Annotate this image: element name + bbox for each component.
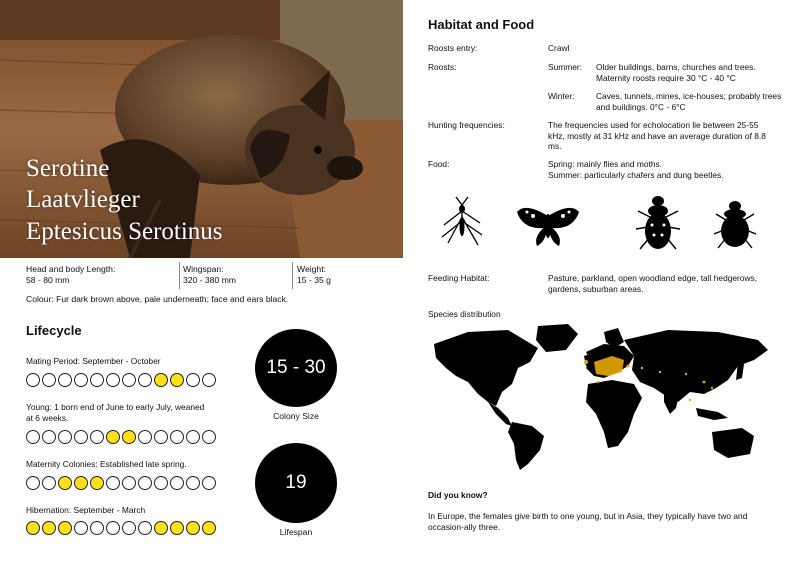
mating-label: Mating Period: September - October <box>26 356 161 366</box>
winter-label: Winter: <box>548 91 575 101</box>
month-dot <box>186 373 200 387</box>
month-dot-active <box>106 430 120 444</box>
common-name: Serotine <box>26 155 110 182</box>
month-dot-active <box>170 521 184 535</box>
month-dot <box>138 430 152 444</box>
month-dot-active <box>90 476 104 490</box>
month-dot-active <box>58 521 72 535</box>
month-dot <box>106 373 120 387</box>
species-distribution-map <box>428 322 772 472</box>
roosts-entry-label: Roosts entry: <box>428 43 478 53</box>
lifecycle-title: Lifecycle <box>26 323 82 338</box>
chafer-icon <box>636 193 680 253</box>
month-dot <box>90 430 104 444</box>
month-dot <box>122 521 136 535</box>
young-calendar <box>26 430 216 444</box>
lifespan-value: 19 <box>285 472 307 493</box>
colony-size-badge <box>255 329 337 407</box>
feeding-label: Feeding Habitat: <box>428 273 490 283</box>
month-dot <box>138 521 152 535</box>
month-dot-active <box>122 430 136 444</box>
month-dot <box>90 521 104 535</box>
young-label: Young: 1 born end of June to early July, weaned at 6 weeks. <box>26 402 205 423</box>
did-you-know-text: In Europe, the females give birth to one young, but in Asia, they typically have two and occasion-ally three. <box>428 511 748 532</box>
month-dot <box>106 476 120 490</box>
did-you-know-label: Did you know? <box>428 490 488 500</box>
month-dot-active <box>74 476 88 490</box>
moth-icon <box>515 202 581 248</box>
weight-label: Weight: <box>297 264 326 274</box>
mating-calendar <box>26 373 216 387</box>
roosts-entry-value: Crawl <box>548 43 570 53</box>
divider <box>179 262 180 289</box>
colony-size-label: Colony Size <box>273 411 319 421</box>
crane-fly-icon <box>440 195 484 251</box>
month-dot <box>202 476 216 490</box>
month-dot <box>26 430 40 444</box>
maternity-calendar <box>26 476 216 490</box>
month-dot <box>170 476 184 490</box>
feeding-text: Pasture, parkland, open woodland edge, tall hedgerows, gardens, suburban areas. <box>548 273 758 294</box>
month-dot-active <box>202 521 216 535</box>
maternity-label: Maternity Colonies: Established late spring. <box>26 459 187 469</box>
bat-photo <box>0 0 403 258</box>
hibernation-label: Hibernation: September - March <box>26 505 146 515</box>
month-dot <box>138 476 152 490</box>
body-length-label: Head and body Length: <box>26 264 116 274</box>
month-dot <box>26 373 40 387</box>
month-dot-active <box>58 476 72 490</box>
lifespan-label: Lifespan <box>279 527 313 537</box>
colour-text: Colour: Fur dark brown above, pale underneath; face and ears black. <box>26 294 289 304</box>
hunting-label: Hunting frequencies: <box>428 120 505 130</box>
hibernation-calendar <box>26 521 216 535</box>
month-dot <box>154 430 168 444</box>
lifespan-badge <box>255 443 337 523</box>
month-dot <box>154 476 168 490</box>
body-length-value: 58 - 80 mm <box>26 275 70 285</box>
month-dot-active <box>42 521 56 535</box>
month-dot <box>186 430 200 444</box>
dutch-name: Laatvlieger <box>26 186 140 213</box>
colony-size-value: 15 - 30 <box>266 357 326 378</box>
month-dot <box>26 476 40 490</box>
month-dot-active <box>186 521 200 535</box>
month-dot <box>74 430 88 444</box>
month-dot-active <box>170 373 184 387</box>
latin-name: Eptesicus Serotinus <box>26 218 223 245</box>
month-dot <box>106 521 120 535</box>
wingspan-label: Wingspan: <box>183 264 224 274</box>
month-dot <box>42 430 56 444</box>
food-line-summer: Summer: particularly chafers and dung beetles. <box>548 170 724 180</box>
wingspan-value: 320 - 380 mm <box>183 275 237 285</box>
distribution-label: Species distribution <box>428 309 501 319</box>
month-dot <box>202 373 216 387</box>
month-dot-active <box>154 521 168 535</box>
month-dot <box>42 373 56 387</box>
month-dot <box>42 476 56 490</box>
hunting-text: The frequencies used for echolocation lie between 25-55 kHz, mostly at 31 kHz and have an average duration of 8.8 ms. <box>548 120 766 152</box>
divider <box>292 262 293 289</box>
month-dot-active <box>154 373 168 387</box>
dung-beetle-icon <box>714 198 756 250</box>
month-dot <box>74 521 88 535</box>
summer-text: Older buildings, barns, churches and trees. Maternity roosts require 30 °C - 40 °C <box>596 62 756 83</box>
month-dot <box>186 476 200 490</box>
month-dot <box>58 430 72 444</box>
food-label: Food: <box>428 159 450 169</box>
weight-value: 15 - 35 g <box>297 275 331 285</box>
winter-text: Caves, tunnels, mines, ice-houses; probably trees and buildings. 0°C - 6°C <box>596 91 782 112</box>
month-dot <box>170 430 184 444</box>
roosts-label: Roosts: <box>428 62 457 72</box>
month-dot-active <box>26 521 40 535</box>
food-line-spring: Spring: mainly flies and moths. <box>548 159 663 169</box>
month-dot <box>58 373 72 387</box>
month-dot <box>122 373 136 387</box>
summer-label: Summer: <box>548 62 582 72</box>
month-dot <box>122 476 136 490</box>
month-dot <box>90 373 104 387</box>
month-dot <box>138 373 152 387</box>
month-dot <box>202 430 216 444</box>
month-dot <box>74 373 88 387</box>
habitat-title: Habitat and Food <box>428 17 535 32</box>
